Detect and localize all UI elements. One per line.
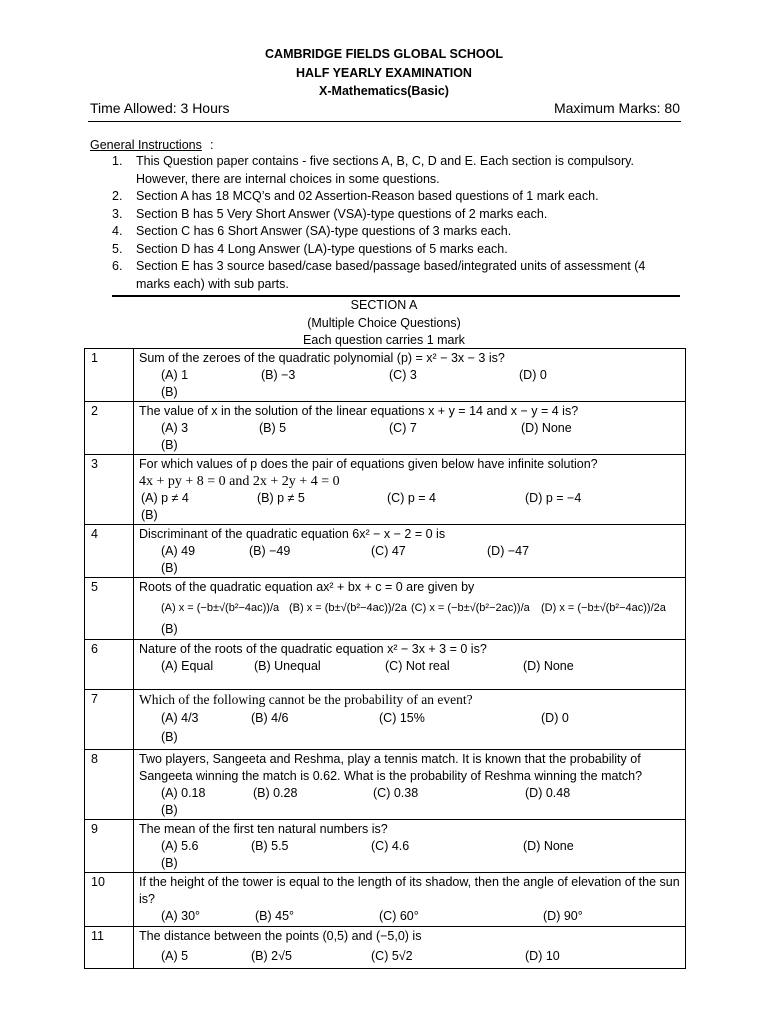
option-a: (A) 30° [161,909,201,923]
option-b: (B) 4/6 [251,711,289,725]
question-cell [134,402,686,455]
question-text: Roots of the quadratic equation ax² + bx + c = 0 are given by [139,580,475,594]
instruction-item: 3. Section B has 5 Very Short Answer (VSA)-type questions of 2 marks each. [112,206,548,221]
question-text: For which values of p does the pair of equations given below have infinite solution? [139,457,598,471]
answer-text: (B) [161,385,178,399]
options-row [139,908,685,926]
option-c: (C) 3 [389,368,417,382]
option-a: (A) Equal [161,659,214,673]
question-equations: 4x + py + 8 = 0 and 2x + 2y + 4 = 0 [139,474,340,489]
option-c: (C) p = 4 [387,491,436,505]
question-cell [134,349,686,402]
table-row [85,927,686,969]
option-d: (D) None [523,659,574,673]
option-c: (C) 4.6 [371,839,410,853]
table-row [85,525,686,578]
option-d: (D) 90° [543,909,583,923]
time-marks-row [90,100,680,116]
options-row [139,596,685,622]
school-name: CAMBRIDGE FIELDS GLOBAL SCHOOL [265,47,503,61]
section-subtitle: (Multiple Choice Questions) [307,316,461,330]
options-row [139,490,685,508]
answer-text: (B) [161,856,178,870]
question-number: 1 [85,349,134,402]
time-allowed: Time Allowed: 3 Hours [90,100,230,116]
options-row [139,785,685,803]
question-cell [134,640,686,690]
option-b: (B) −3 [261,368,296,382]
question-number: 11 [85,927,134,969]
option-b: (B) x = (b±√(b²−4ac))/2a [289,602,407,614]
table-row [85,402,686,455]
option-d: (D) None [521,421,572,435]
section-divider [112,295,680,297]
options-row [139,838,685,856]
option-d: (D) 0 [541,711,569,725]
table-row [85,750,686,820]
instruction-item: 6. Section E has 3 source based/case based/passage based/integrated units of assessment (4 marks each) with sub parts. [112,259,646,291]
option-b: (B) 5 [259,421,287,435]
options-row [139,367,685,385]
question-cell [134,927,686,969]
question-number: 5 [85,578,134,640]
option-c: (C) x = (−b±√(b²−2ac))/a [411,602,530,614]
question-text: If the height of the tower is equal to the length of its shadow, then the angle of elevation of the sun is? [139,875,680,906]
option-b: (B) p ≠ 5 [257,491,305,505]
table-row [85,873,686,927]
maximum-marks: Maximum Marks: 80 [553,100,680,116]
question-cell [134,750,686,820]
section-note: Each question carries 1 mark [303,333,465,347]
options-row [139,420,685,438]
option-a: (A) 5 [161,949,189,963]
question-number: 2 [85,402,134,455]
header-divider [88,121,681,122]
question-number: 6 [85,640,134,690]
question-text: Two players, Sangeeta and Reshma, play a tennis match. It is known that the probability of Sangeeta winning the match is 0.62. What is the probability of Reshma winning the match? [139,752,643,783]
answer-text: (B) [161,438,178,452]
question-cell [134,690,686,750]
option-d: (D) 10 [525,949,560,963]
option-c: (C) 60° [379,909,419,923]
answer-text: (B) [161,803,178,817]
option-b: (B) 0.28 [253,786,298,800]
question-text: Discriminant of the quadratic equation 6x² − x − 2 = 0 is [139,527,446,541]
answer-text: (B) [161,622,178,636]
option-a: (A) 4/3 [161,711,199,725]
option-d: (D) 0 [519,368,547,382]
instructions-list [112,153,682,293]
question-number: 10 [85,873,134,927]
option-d: (D) x = (−b±√(b²−4ac))/2a [541,602,666,614]
option-b: (B) 45° [255,909,295,923]
option-a: (A) 49 [161,544,196,558]
option-c: (C) 7 [389,421,417,435]
option-d: (D) 0.48 [525,786,571,800]
question-number: 7 [85,690,134,750]
question-text: Nature of the roots of the quadratic equation x² − 3x + 3 = 0 is? [139,642,487,656]
answer-text: (B) [161,561,178,575]
question-cell [134,578,686,640]
answer-text: (B) [141,508,158,522]
instruction-item: 4. Section C has 6 Short Answer (SA)-type questions of 3 marks each. [112,224,512,238]
question-text: Which of the following cannot be the probability of an event? [139,692,473,707]
instructions-colon: : [210,138,214,152]
table-row [85,690,686,750]
subject-title: X-Mathematics(Basic) [319,84,449,98]
option-a: (A) 5.6 [161,839,199,853]
option-b: (B) −49 [249,544,291,558]
question-number: 8 [85,750,134,820]
options-row [139,945,685,967]
question-cell [134,525,686,578]
option-a: (A) x = (−b±√(b²−4ac))/a [161,602,280,614]
question-cell [134,873,686,927]
option-c: (C) 15% [379,711,425,725]
option-a: (A) 3 [161,421,189,435]
options-row [139,543,685,561]
instructions-heading: General Instructions [90,138,202,152]
option-d: (D) p = −4 [525,491,582,505]
answer-text: (B) [161,730,178,744]
option-c: (C) 47 [371,544,406,558]
table-row [85,640,686,690]
question-text: The value of x in the solution of the linear equations x + y = 14 and x − y = 4 is? [139,404,579,418]
questions-table [84,348,686,969]
table-row [85,578,686,640]
table-row [85,820,686,873]
option-b: (B) 2√5 [251,949,292,963]
option-c: (C) 0.38 [373,786,419,800]
question-number: 9 [85,820,134,873]
question-text: Sum of the zeroes of the quadratic polynomial (p) = x² − 3x − 3 is? [139,351,505,365]
option-a: (A) p ≠ 4 [141,491,189,505]
table-row [85,455,686,525]
options-row [139,658,685,676]
option-d: (D) None [523,839,574,853]
option-c: (C) 5√2 [371,949,413,963]
option-a: (A) 0.18 [161,786,206,800]
instruction-item: 1. This Question paper contains - five sections A, B, C, D and E. Each section is compulsory. However, there are internal choices in some questions. [112,154,634,186]
question-cell [134,455,686,525]
question-text: The mean of the first ten natural numbers is? [139,822,388,836]
question-number: 3 [85,455,134,525]
instruction-item: 5. Section D has 4 Long Answer (LA)-type questions of 5 marks each. [112,241,508,256]
question-text: The distance between the points (0,5) and (−5,0) is [139,929,422,943]
option-d: (D) −47 [487,544,530,558]
question-number: 4 [85,525,134,578]
option-b: (B) 5.5 [251,839,289,853]
option-c: (C) Not real [385,659,450,673]
instruction-item: 2. Section A has 18 MCQ’s and 02 Assertion-Reason based questions of 1 mark each. [112,189,599,203]
question-cell [134,820,686,873]
option-b: (B) Unequal [254,659,321,673]
exam-title: HALF YEARLY EXAMINATION [296,66,472,80]
option-a: (A) 1 [161,368,189,382]
table-row [85,349,686,402]
options-row [139,708,685,730]
section-title: SECTION A [350,298,418,312]
